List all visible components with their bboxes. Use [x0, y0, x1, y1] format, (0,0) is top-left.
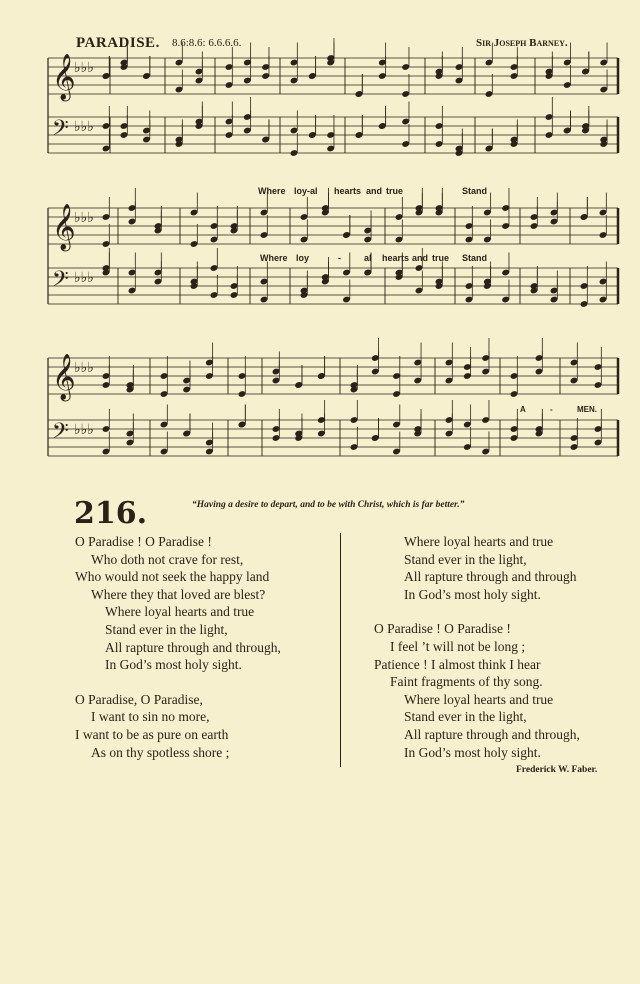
verse-line: In God’s most holy sight. [404, 586, 541, 602]
verse-line: As on thy spotless shore ; [91, 744, 230, 760]
composer: Sir Joseph Barney. [476, 37, 568, 49]
verse-line: All rapture through and through [404, 569, 577, 585]
verse-line: Where they that loved are blest? [91, 586, 266, 602]
verse-line: Where loyal hearts and true [105, 604, 255, 620]
verse-line: I want to be as pure on earth [75, 726, 229, 742]
verse-line: I want to sin no more, [91, 709, 210, 725]
verse-line: In God’s most holy sight. [404, 744, 541, 760]
verse-line: Where loyal hearts and true [404, 691, 554, 707]
verse-line: In God’s most holy sight. [105, 657, 242, 673]
tune-name: PARADISE. [76, 35, 160, 51]
amen-lyric: A [520, 405, 526, 414]
lyric: true [386, 186, 404, 196]
lyric: true [432, 253, 450, 263]
verse-line: Who would not seek the happy land [75, 569, 270, 585]
column-divider [340, 533, 341, 767]
lyric: - [338, 253, 341, 263]
lyric: Stand [462, 253, 488, 263]
lyric: Stand [462, 186, 488, 196]
key-signature-flat: ♭♭♭ [74, 271, 94, 286]
lyric: hearts [334, 186, 362, 196]
verse-line: O Paradise, O Paradise, [75, 691, 203, 707]
treble-clef: 𝄞 [52, 204, 76, 250]
verse-line: Where loyal hearts and true [404, 534, 554, 549]
verse-line: I feel ’t will not be long ; [390, 638, 526, 654]
verse-line: All rapture through and through, [105, 639, 281, 655]
verse-line: Who doth not crave for rest, [91, 551, 244, 567]
lyric: and [412, 253, 429, 263]
stanza [374, 533, 580, 603]
lyric: Where [258, 186, 286, 196]
lyric: loy [296, 253, 310, 263]
amen-lyric: - [550, 405, 553, 414]
epigraph: “Having a desire to depart, and to be with Christ, which is far better.” [192, 500, 465, 510]
right-column [374, 533, 580, 761]
stanza [75, 533, 281, 674]
bass-clef: 𝄢 [52, 116, 69, 146]
amen-lyric: MEN. [577, 405, 597, 414]
key-signature-flat: ♭♭♭ [74, 61, 94, 76]
stanza [374, 620, 580, 761]
key-signature-flat: ♭♭♭ [74, 361, 94, 376]
left-column [75, 533, 281, 761]
key-signature-flat: ♭♭♭ [74, 120, 94, 135]
verse-line: O Paradise ! O Paradise ! [374, 621, 511, 637]
verse-line: Stand ever in the light, [105, 621, 228, 637]
lyric: Where [260, 253, 288, 263]
verse-line: All rapture through and through, [404, 726, 580, 742]
verse-line: Stand ever in the light, [404, 709, 527, 725]
treble-clef: 𝄞 [52, 354, 76, 400]
music-score [0, 0, 640, 470]
hymn-number: 216. [74, 496, 148, 531]
bass-clef: 𝄢 [52, 267, 69, 297]
lyric: loy-al [294, 186, 318, 196]
stanza [75, 691, 281, 761]
key-signature-flat: ♭♭♭ [74, 211, 94, 226]
verse-line: O Paradise ! O Paradise ! [75, 534, 212, 549]
meter: 8.6:8.6: 6.6.6.6. [172, 37, 242, 49]
author: Frederick W. Faber. [516, 765, 598, 775]
treble-clef: 𝄞 [52, 54, 76, 100]
lyric: and [366, 186, 383, 196]
lyric: al [364, 253, 372, 263]
verse-line: Patience ! I almost think I hear [374, 656, 541, 672]
lyric: hearts [382, 253, 410, 263]
key-signature-flat: ♭♭♭ [74, 423, 94, 438]
bass-clef: 𝄢 [52, 419, 69, 449]
verse-line: Stand ever in the light, [404, 551, 527, 567]
verse-line: Faint fragments of thy song. [390, 674, 543, 690]
